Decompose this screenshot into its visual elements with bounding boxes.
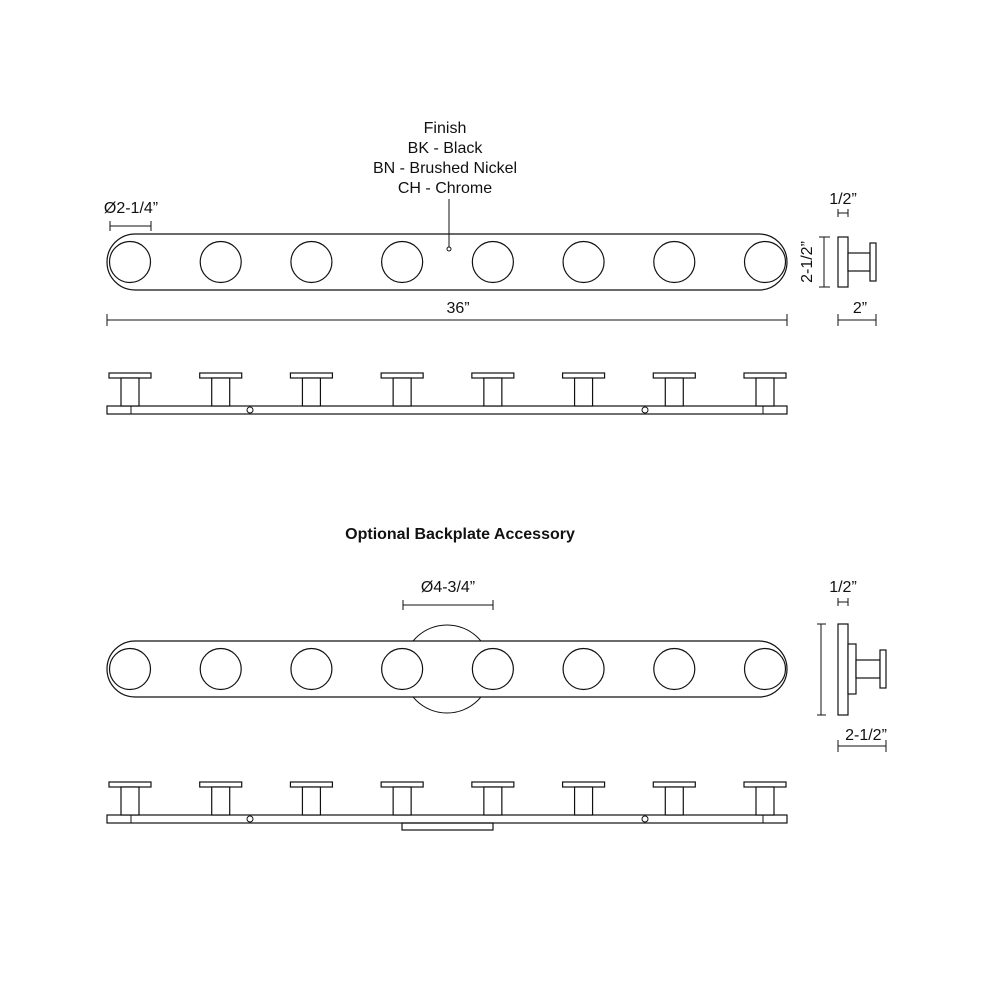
backplate-profile — [402, 823, 493, 830]
side-backplate — [838, 624, 848, 715]
hook-stem-profile — [212, 378, 230, 406]
hook-profile — [290, 782, 332, 815]
side-rail-plate — [848, 644, 856, 694]
hook-knob — [291, 242, 332, 283]
accessory-side-depth-dimension — [838, 598, 848, 606]
hook-profile-row — [109, 373, 786, 406]
hook-knob — [382, 649, 423, 690]
hook-stem-profile — [575, 787, 593, 815]
hook-profile — [744, 782, 786, 815]
hook-profile — [381, 373, 423, 406]
rail-bar-profile — [107, 815, 787, 823]
bottom-view-top — [107, 373, 787, 414]
hook-knob — [654, 242, 695, 283]
mounting-screw — [247, 407, 253, 413]
hook-diameter-label: Ø2-1/4” — [103, 200, 159, 217]
hook-knob — [110, 649, 151, 690]
side-view-top — [799, 191, 876, 326]
hook-cap-profile — [472, 373, 514, 378]
side-depth-label: 1/2” — [829, 191, 857, 208]
hook-cap-profile — [109, 373, 151, 378]
finish-option-black: BK - Black — [407, 140, 483, 157]
hook-profile — [109, 373, 151, 406]
hook-stem-profile — [756, 787, 774, 815]
hook-profile — [109, 782, 151, 815]
hook-profile-row — [109, 782, 786, 815]
accessory-side-projection-label: 2-1/2” — [845, 727, 887, 744]
side-projection-label: 2” — [852, 300, 868, 317]
hook-profile — [290, 373, 332, 406]
hook-profile — [653, 782, 695, 815]
finish-option-brushed-nickel: BN - Brushed Nickel — [372, 160, 518, 177]
hook-knob — [745, 649, 786, 690]
hook-stem-profile — [665, 787, 683, 815]
hook-diameter-dimension — [110, 221, 151, 231]
backplate-height-extent — [817, 624, 826, 715]
front-view-top — [104, 200, 787, 326]
overall-length-label: 36” — [446, 300, 470, 317]
side-view-accessory — [817, 579, 887, 752]
hook-knob — [563, 242, 604, 283]
hook-cap-profile — [109, 782, 151, 787]
hook-knob — [654, 649, 695, 690]
side-rail-plate — [838, 237, 848, 287]
rail-bar-profile — [107, 406, 787, 414]
hook-profile — [744, 373, 786, 406]
side-hook-cap — [870, 243, 876, 281]
hook-cap-profile — [381, 373, 423, 378]
hook-knob — [200, 649, 241, 690]
side-hook-stem — [848, 253, 870, 271]
hook-cap-profile — [563, 373, 605, 378]
hook-profile — [472, 373, 514, 406]
hook-cap-profile — [744, 782, 786, 787]
accessory-title: Optional Backplate Accessory — [345, 526, 575, 543]
front-view-accessory — [107, 579, 787, 713]
hook-stem-profile — [212, 787, 230, 815]
finish-callout — [373, 120, 517, 251]
hook-cap-profile — [472, 782, 514, 787]
hook-profile — [200, 373, 242, 406]
mounting-screw — [642, 816, 648, 822]
hook-cap-profile — [200, 373, 242, 378]
finish-heading: Finish — [423, 120, 467, 137]
hook-stem-profile — [484, 787, 502, 815]
hook-knob — [110, 242, 151, 283]
hook-profile — [472, 782, 514, 815]
backplate-diameter-dimension — [403, 600, 493, 610]
hook-cap-profile — [653, 782, 695, 787]
hook-knob — [291, 649, 332, 690]
hook-stem-profile — [393, 787, 411, 815]
hook-stem-profile — [121, 378, 139, 406]
finish-leader-dot — [447, 247, 451, 251]
hook-stem-profile — [575, 378, 593, 406]
hook-cap-profile — [381, 782, 423, 787]
hook-cap-profile — [563, 782, 605, 787]
hook-cap-profile — [653, 373, 695, 378]
hook-cap-profile — [200, 782, 242, 787]
hook-cap-profile — [744, 373, 786, 378]
side-height-dimension — [819, 237, 830, 287]
hook-stem-profile — [121, 787, 139, 815]
hook-stem-profile — [393, 378, 411, 406]
hook-cap-profile — [290, 782, 332, 787]
hook-profile — [381, 782, 423, 815]
hook-profile — [563, 373, 605, 406]
hook-knob — [200, 242, 241, 283]
hook-knob — [745, 242, 786, 283]
hook-stem-profile — [302, 378, 320, 406]
finish-option-chrome: CH - Chrome — [397, 180, 493, 197]
hook-profile — [563, 782, 605, 815]
hook-knob — [563, 649, 604, 690]
accessory-side-depth-label: 1/2” — [829, 579, 857, 596]
side-height-label: 2-1/2” — [799, 241, 816, 283]
hook-profile — [653, 373, 695, 406]
hook-knob — [472, 242, 513, 283]
hook-stem-profile — [665, 378, 683, 406]
hook-stem-profile — [484, 378, 502, 406]
hook-knob — [382, 242, 423, 283]
hook-profile — [200, 782, 242, 815]
hook-stem-profile — [302, 787, 320, 815]
hook-cap-profile — [290, 373, 332, 378]
backplate-diameter-label: Ø4-3/4” — [420, 579, 476, 596]
bottom-view-accessory — [107, 782, 787, 830]
side-hook-stem — [856, 660, 880, 678]
hook-stem-profile — [756, 378, 774, 406]
hook-knob — [472, 649, 513, 690]
mounting-screw — [247, 816, 253, 822]
side-depth-dimension — [838, 209, 848, 217]
side-hook-cap — [880, 650, 886, 688]
mounting-screw — [642, 407, 648, 413]
